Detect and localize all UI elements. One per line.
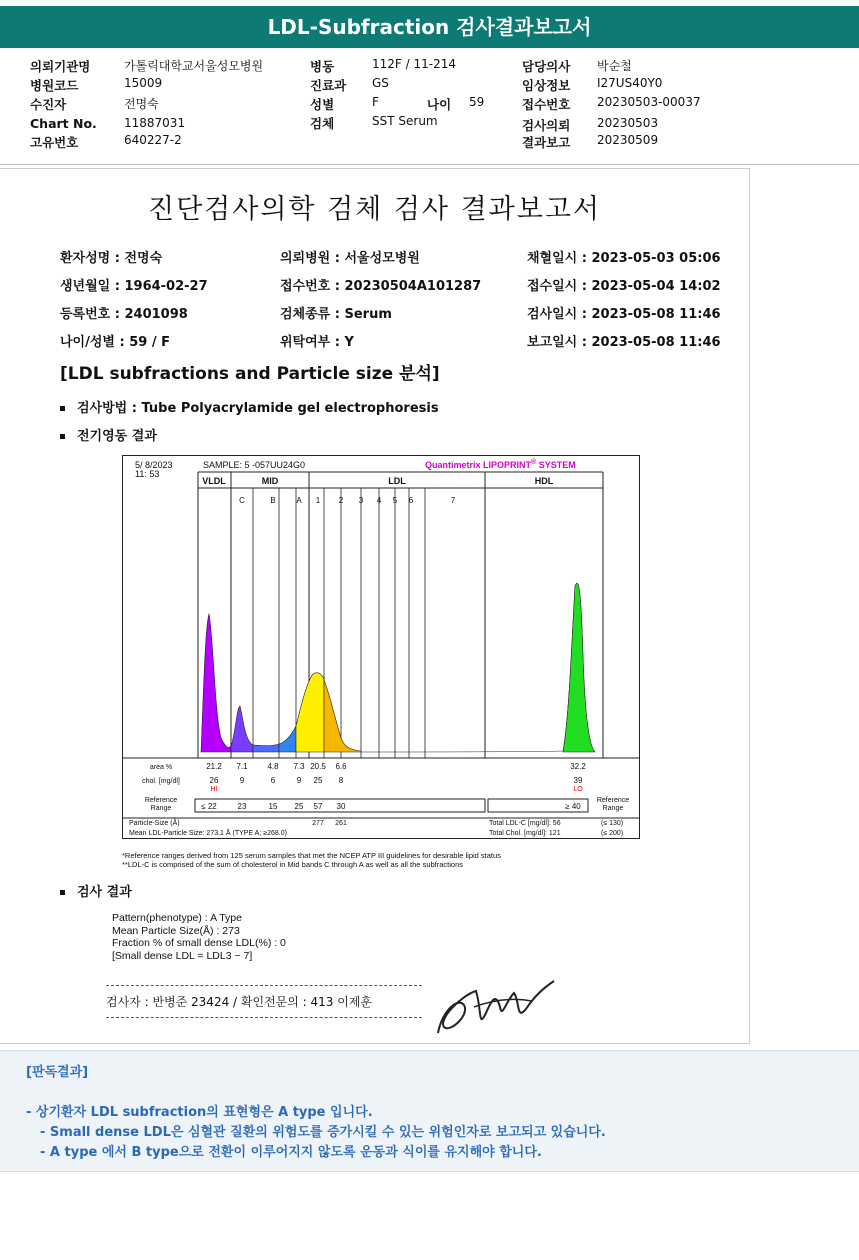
footnote: **LDL-C is comprised of the sum of cholesterol in Mid bands C through A as well as all the subfractions <box>122 860 464 869</box>
signature-line: 검사자 : 반병준 23424 / 확인전문의 : 413 이제훈 <box>106 995 373 1009</box>
particle-size-value: 277 <box>312 820 324 827</box>
band-label: 2 <box>338 496 344 505</box>
area-value: 6.6 <box>335 762 347 771</box>
band-label: 1 <box>315 496 321 505</box>
report-title-bar <box>0 6 859 48</box>
electro-line <box>60 425 157 444</box>
result-heading-line <box>60 881 132 900</box>
area-value: 7.3 <box>293 762 305 771</box>
reference-value: 23 <box>237 802 247 811</box>
header-label: 검사의뢰 <box>522 118 571 133</box>
result-heading: 검사 결과 <box>77 885 132 900</box>
mid-b-peak <box>253 744 279 752</box>
bullet-icon <box>60 406 65 411</box>
chol-value: 9 <box>239 776 245 785</box>
judgement-line: - A type 에서 B type으로 전환이 이루어지지 않도록 운동과 식이를 유지해야 합니다. <box>40 1145 542 1160</box>
header-label: 임상정보 <box>522 78 571 93</box>
chart-sample: SAMPLE: 5 -057UU24G0 <box>203 460 306 470</box>
reference-value: ≥ 40 <box>565 802 581 811</box>
electrophoresis-chart <box>122 455 640 839</box>
row-label: chol. [mg/dl] <box>142 778 180 785</box>
row-label: Reference <box>596 797 630 804</box>
ldl2-peak <box>324 680 361 752</box>
result-line: Mean Particle Size(Å) : 273 <box>112 924 240 937</box>
age-value: 59 <box>469 95 485 109</box>
header-value: 20230503-00037 <box>597 95 701 109</box>
reference-value: ≤ 22 <box>201 802 217 811</box>
band-label: C <box>239 496 245 505</box>
dashed-divider <box>106 985 422 986</box>
ldl1-peak <box>296 673 324 752</box>
system-suffix: SYSTEM <box>538 460 576 470</box>
chol-value: 9 <box>296 776 302 785</box>
flag-label: LO <box>573 786 583 793</box>
electro-text: 전기영동 결과 <box>77 429 157 444</box>
system-name: Quantimetrix LIPOPRINT <box>425 460 532 470</box>
chol-value: 25 <box>313 776 323 785</box>
report-heading: 진단검사의학 검체 검사 결과보고서 <box>148 194 601 225</box>
total-chol-ref: (≤ 200) <box>601 830 624 837</box>
header-value: 가톨릭대학교서울성모병원 <box>124 59 264 73</box>
judgement-line: - 상기환자 LDL subfraction의 표현형은 A type 입니다. <box>26 1105 373 1120</box>
registered-mark: ® <box>531 459 537 466</box>
row-label: area % <box>149 764 173 771</box>
header-value: 640227-2 <box>124 133 182 147</box>
header-divider <box>0 164 859 165</box>
chart-plot <box>123 456 639 838</box>
patient-field: 위탁여부 : Y <box>280 335 354 350</box>
band-label: A <box>296 496 302 505</box>
vldl-peak <box>201 614 231 752</box>
particle-size-value: 261 <box>335 820 347 827</box>
patient-field: 생년월일 : 1964-02-27 <box>60 279 208 294</box>
area-value: 20.5 <box>310 762 326 771</box>
header-value: 20230503 <box>597 116 659 130</box>
judgement-heading: [판독결과] <box>26 1065 89 1080</box>
band-label: 3 <box>358 496 364 505</box>
header-label: 병원코드 <box>30 78 79 93</box>
mid-c-peak <box>231 706 253 752</box>
age-label: 나이 <box>427 97 452 112</box>
patient-field: 채혈일시 : 2023-05-03 05:06 <box>527 251 721 266</box>
reference-value: 25 <box>294 802 304 811</box>
particle-size-label: Particle-Size (Å) <box>129 820 180 827</box>
flag-label: HI <box>210 786 218 793</box>
header-label: 고유번호 <box>30 135 79 150</box>
result-line: [Small dense LDL = LDL3 ~ 7] <box>112 949 253 962</box>
header-value: GS <box>372 76 389 90</box>
header-value: 박순철 <box>597 59 632 73</box>
group-label: MID <box>261 476 279 486</box>
header-label: 검체 <box>310 116 335 131</box>
judgement-panel <box>0 1050 859 1172</box>
chart-time: 11: 53 <box>135 469 160 479</box>
header-label: 담당의사 <box>522 59 571 74</box>
report-title: LDL-Subfraction 검사결과보고서 <box>267 15 592 39</box>
result-line: Fraction % of small dense LDL(%) : 0 <box>112 937 286 949</box>
chol-value: 6 <box>270 776 276 785</box>
total-ldl-c-ref: (≤ 130) <box>601 820 624 827</box>
header-label: 의뢰기관명 <box>30 59 91 74</box>
header-label: 성별 <box>310 97 335 112</box>
dashed-divider <box>106 1017 422 1018</box>
header-label: 결과보고 <box>522 135 571 150</box>
patient-field: 등록번호 : 2401098 <box>60 307 188 322</box>
reference-value: 30 <box>336 802 346 811</box>
header-label: Chart No. <box>30 116 97 131</box>
area-value: 32.2 <box>570 762 586 771</box>
chol-value: 26 <box>209 776 219 785</box>
header-label: 접수번호 <box>522 97 571 112</box>
group-label: LDL <box>388 476 406 486</box>
row-label: Range <box>602 805 624 812</box>
header-label: 병동 <box>310 59 335 74</box>
band-label: 4 <box>376 496 382 505</box>
bullet-icon <box>60 890 65 895</box>
header-value: 11887031 <box>124 116 186 130</box>
header-value: 전명숙 <box>124 97 159 111</box>
group-label: HDL <box>534 476 554 486</box>
reference-value: 57 <box>313 802 323 811</box>
patient-field: 접수일시 : 2023-05-04 14:02 <box>527 279 721 294</box>
chol-value: 39 <box>573 776 583 785</box>
row-label: Reference <box>144 797 178 804</box>
header-value: F <box>372 95 379 109</box>
header-label: 진료과 <box>310 78 347 93</box>
band-label: B <box>270 496 276 505</box>
method-text: 검사방법 : Tube Polyacrylamide gel electrophoresis <box>77 401 439 416</box>
mid-a-peak <box>279 726 296 752</box>
patient-field: 보고일시 : 2023-05-08 11:46 <box>527 335 721 350</box>
band-label: 6 <box>408 496 414 505</box>
header-info <box>0 50 859 162</box>
judgement-line: - Small dense LDL은 심혈관 질환의 위험도를 증가시킬 수 있는 위험인자로 보고되고 있습니다. <box>40 1125 606 1140</box>
patient-field: 환자성명 : 전명숙 <box>60 251 163 266</box>
baseline <box>361 584 595 752</box>
mean-ldl-size: Mean LDL-Particle Size: 273.1 Å (TYPE A; ≥268.0) <box>129 830 287 837</box>
section-heading: [LDL subfractions and Particle size 분석] <box>60 364 440 384</box>
method-line <box>60 397 439 416</box>
area-value: 4.8 <box>267 762 279 771</box>
band-label: 5 <box>392 496 398 505</box>
patient-field: 접수번호 : 20230504A101287 <box>280 279 482 294</box>
header-value: 15009 <box>124 76 163 90</box>
total-ldl-c: Total LDL-C [mg/dl]: 56 <box>489 820 561 827</box>
scanned-report <box>0 168 750 1044</box>
area-value: 21.2 <box>206 762 222 771</box>
result-line: Pattern(phenotype) : A Type <box>112 912 242 924</box>
footnote: *Reference ranges derived from 125 serum samples that met the NCEP ATP III guidelines for desirable lipid status <box>122 851 501 860</box>
patient-field: 의뢰병원 : 서울성모병원 <box>280 251 420 266</box>
band-label: 7 <box>450 496 456 505</box>
header-label: 수진자 <box>30 97 67 112</box>
group-label: VLDL <box>202 476 226 486</box>
total-chol: Total Chol. [mg/dl]: 121 <box>489 830 561 837</box>
handwritten-signature <box>430 971 560 1043</box>
row-label: Range <box>150 805 172 812</box>
chol-value: 8 <box>338 776 344 785</box>
reference-value: 15 <box>268 802 278 811</box>
chart-date: 5/ 8/2023 <box>135 460 173 470</box>
header-value: SST Serum <box>372 114 438 128</box>
patient-field: 나이/성별 : 59 / F <box>60 335 171 350</box>
patient-field: 검사일시 : 2023-05-08 11:46 <box>527 307 721 322</box>
header-value: I27US40Y0 <box>597 76 663 90</box>
area-value: 7.1 <box>236 762 248 771</box>
header-value: 112F / 11-214 <box>372 57 456 71</box>
hdl-peak <box>563 583 595 752</box>
bullet-icon <box>60 434 65 439</box>
result-block <box>112 912 286 962</box>
patient-field: 검체종류 : Serum <box>280 307 392 322</box>
header-value: 20230509 <box>597 133 659 147</box>
